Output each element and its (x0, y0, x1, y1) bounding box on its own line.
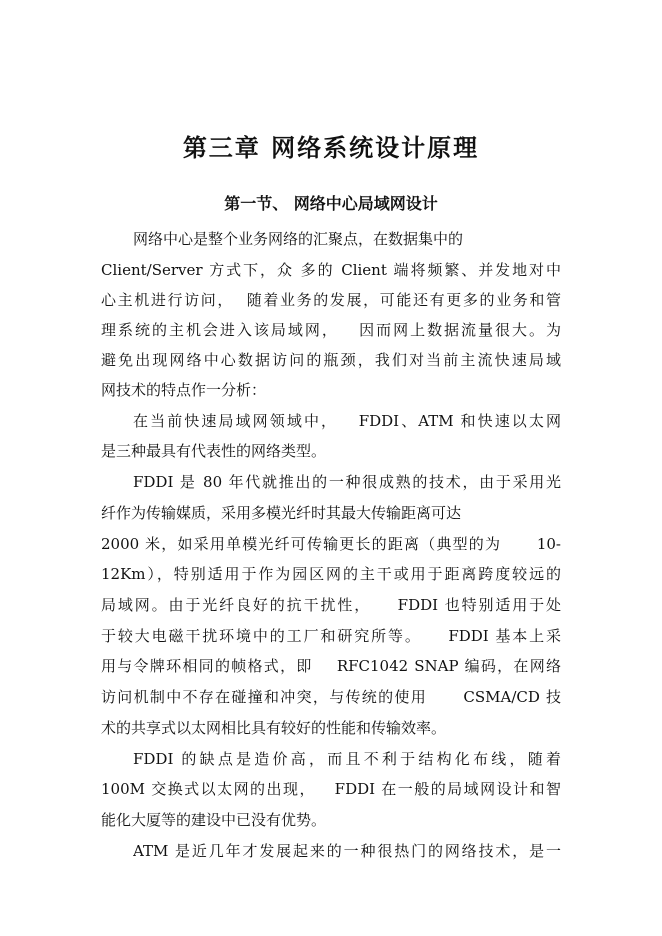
body-line: 能化大厦等的建设中已没有优势。 (101, 811, 327, 829)
body-line: 避免出现网络中心数据访问的瓶颈，我们对当前主流快速局域 (101, 351, 561, 369)
chapter-title: 第三章 网络系统设计原理 (182, 133, 480, 162)
body-line: 在当前快速局域网领域中， FDDI、ATM 和快速以太网 (133, 412, 561, 430)
body-line: 用与令牌环相同的帧格式，即 RFC1042 SNAP 编码，在网络 (101, 657, 561, 675)
body-line: 理系统的主机会进入该局域网， 因而网上数据流量很大。为 (101, 321, 561, 339)
body-line: 网络中心是整个业务网络的汇聚点，在数据集中的 (133, 230, 464, 248)
body-line: Client/Server 方式下，众 多的 Client 端将频繁、并发地对中 (101, 261, 561, 279)
body-line: ATM 是近几年才发展起来的一种很热门的网络技术，是一 (133, 842, 561, 860)
body-line: 12Km），特别适用于作为园区网的主干或用于距离跨度较远的 (101, 565, 561, 583)
body-line: FDDI 的缺点是造价高，而且不利于结构化布线，随着 (133, 750, 561, 768)
body-line: 纤作为传输媒质，采用多模光纤时其最大传输距离可达 (101, 504, 462, 522)
section-title: 第一节、 网络中心局域网设计 (224, 194, 438, 213)
body-line: 心主机进行访问， 随着业务的发展，可能还有更多的业务和管 (101, 291, 561, 309)
body-line: 2000 米，如采用单模光纤可传输更长的距离（典型的为 10- (101, 535, 561, 553)
body-line: 访问机制中不存在碰撞和冲突，与传统的使用 CSMA/CD 技 (101, 688, 561, 706)
body-line: FDDI 是 80 年代就推出的一种很成熟的技术，由于采用光 (133, 473, 561, 491)
body-line: 网技术的特点作一分析： (101, 381, 267, 399)
body-line: 于较大电磁干扰环境中的工厂和研究所等。 FDDI 基本上采 (101, 627, 561, 645)
body-line: 术的共享式以太网相比具有较好的性能和传输效率。 (101, 719, 447, 737)
body-line: 是三种最具有代表性的网络类型。 (101, 442, 327, 460)
body-line: 100M 交换式以太网的出现， FDDI 在一般的局域网设计和智 (101, 780, 561, 798)
body-line: 局域网。由于光纤良好的抗干扰性， FDDI 也特别适用于处 (101, 596, 561, 614)
